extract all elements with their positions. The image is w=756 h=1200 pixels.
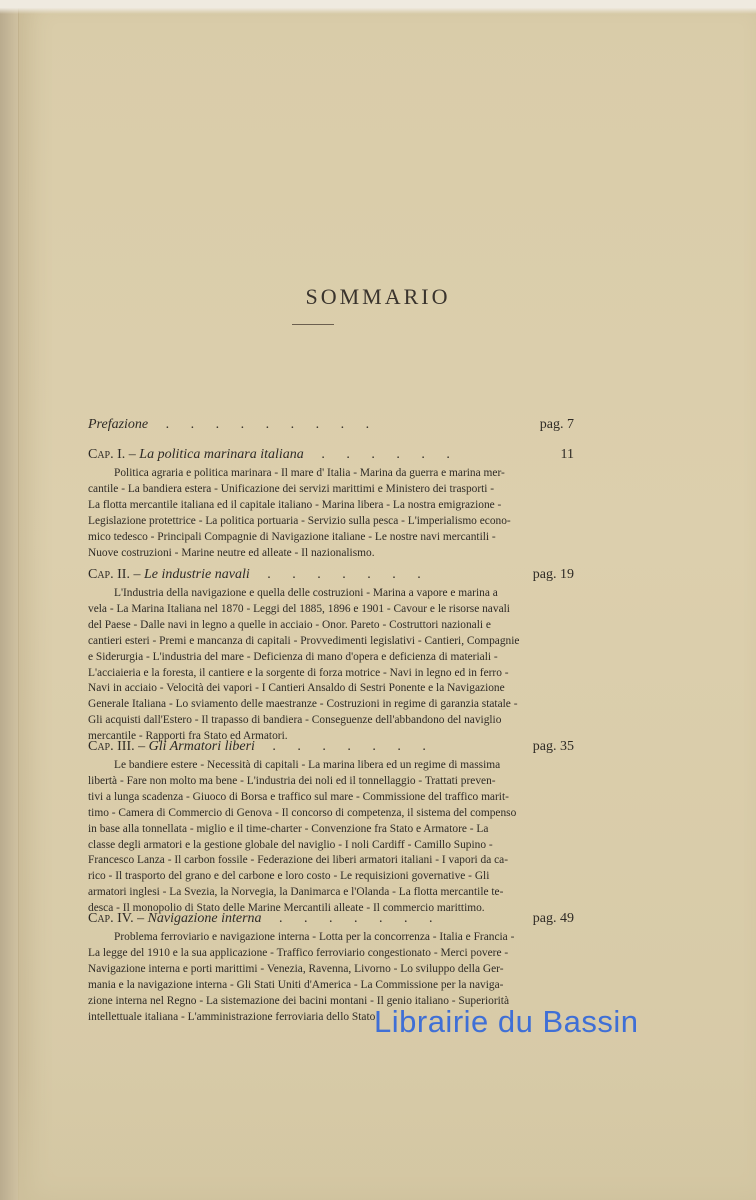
page-ref xyxy=(533,910,574,928)
summary-line: La flotta mercantile italiana ed il capitale italiano - Marina libera - La nostra emigrazione - xyxy=(88,498,502,511)
summary-line: timo - Camera di Commercio di Genova - Il concorso di competenza, il sistema del compenso xyxy=(88,806,517,819)
prefazione-label: Prefazione xyxy=(88,417,149,432)
summary-line: L'Industria della navigazione e quella delle costruzioni - Marina a vapore e marina a xyxy=(114,587,498,599)
summary-line: libertà - Fare non molto ma bene - L'industria dei noli ed il tonnellaggio - Trattati preven- xyxy=(88,774,496,787)
summary-line: in base alla tonnellata - miglio e il time-charter - Convenzione fra Stato e Armatore - La xyxy=(88,822,489,835)
summary-line: del Paese - Dalle navi in legno a quelle in acciaio - Onor. Pareto - Costruttori nazionali e xyxy=(88,618,491,631)
toc-heading-row xyxy=(88,910,574,928)
page-ref xyxy=(533,738,574,756)
toc-heading-row xyxy=(88,566,574,584)
summary-line: L'acciaieria e la foresta, il cantiere e la sorgente di forza motrice - Navi in legno ed in ferro - xyxy=(88,666,509,679)
summary-line: Nuove costruzioni - Marine neutre ed alleate - Il nazionalismo. xyxy=(88,546,375,559)
chapter-number: Cap. II. xyxy=(88,567,130,582)
leader-dots: . . . . . . . xyxy=(279,911,442,926)
summary-line: desca - Il monopolio di Stato delle Marine Mercantili alleate - Il commercio marittimo. xyxy=(88,902,485,915)
page-prefix: pag. xyxy=(532,567,557,582)
chapter-separator: – xyxy=(137,911,145,926)
summary-line: mico tedesco - Principali Compagnie di Navigazione italiane - Le nostre navi mercantili - xyxy=(88,530,496,543)
leader-dots: . . . . . . . . . xyxy=(165,417,379,432)
summary-line: mercantile - Rapporti fra Stato ed Armatori. xyxy=(88,730,288,743)
page-prefix: pag. xyxy=(539,417,564,432)
summary-line: Legislazione protettrice - La politica portuaria - Servizio sulla pesca - L'imperialismo econo- xyxy=(88,514,511,527)
summary-line: e Siderurgia - L'industria del mare - Deficienza di mano d'opera e deficienza di materiali - xyxy=(88,650,498,663)
toc-heading-row xyxy=(88,738,574,756)
title-rule xyxy=(292,324,334,325)
summary-line: cantile - La bandiera estera - Unificazione dei servizi marittimi e Ministero dei trasporti - xyxy=(88,482,495,495)
summary-line: La legge del 1910 e la sua applicazione - Traffico ferroviario congestionato - Merci povere - xyxy=(88,946,509,959)
summary-line: tivi a lunga scadenza - Giuoco di Borsa e traffico sul mare - Commissione del traffico marit- xyxy=(88,790,509,803)
chapter-title: Navigazione interna xyxy=(147,911,262,926)
toc-entry-chapter-1 xyxy=(88,446,574,561)
watermark: Librairie du Bassin xyxy=(374,1004,639,1039)
page-ref xyxy=(533,566,574,584)
chapter-number: Cap. III. xyxy=(88,739,135,754)
chapter-separator: – xyxy=(128,447,136,462)
summary-line: mania e la navigazione interna - Gli Stati Uniti d'America - La Commissione per la naviga- xyxy=(88,978,504,991)
toc-entry-chapter-2 xyxy=(88,566,574,745)
page-prefix: pag. xyxy=(532,739,557,754)
toc-entry-chapter-3 xyxy=(88,738,574,917)
summary-line: armatori inglesi - La Svezia, la Norvegia, la Danimarca e l'Olanda - La flotta mercantile te- xyxy=(88,886,504,899)
chapter-title: La politica marinara italiana xyxy=(139,447,304,462)
chapter-number: Cap. IV. xyxy=(88,911,134,926)
leader-dots: . . . . . . xyxy=(321,447,459,462)
page-number: 35 xyxy=(560,739,574,754)
page-number: 19 xyxy=(560,567,574,582)
summary-line: Francesco Lanza - Il carbon fossile - Federazione dei liberi armatori italiani - I vapori da ca- xyxy=(88,854,508,867)
page-top-edge xyxy=(0,0,756,14)
chapter-title: Le industrie navali xyxy=(143,567,250,582)
summary-line: intellettuale italiana - L'amministrazione ferroviaria dello Stato xyxy=(88,1010,376,1023)
summary-line: Gli acquisti dall'Estero - Il trapasso di bandiera - Conseguenze dell'abbandono del naviglio xyxy=(88,714,502,727)
lower-page-shading xyxy=(18,1060,756,1200)
summary-line: Politica agraria e politica marinara - Il mare d' Italia - Marina da guerra e marina mer- xyxy=(114,467,505,479)
summary-line: Problema ferroviario e navigazione interna - Lotta per la concorrenza - Italia e Francia - xyxy=(114,931,515,943)
chapter-title: Gli Armatori liberi xyxy=(148,739,255,754)
page-title: SOMMARIO xyxy=(305,284,451,309)
summary-line: Le bandiere estere - Necessità di capitali - La marina libera ed un regime di massima xyxy=(114,759,501,771)
summary-line: zione interna nel Regno - La sistemazione dei bacini montani - Il genio italiano - Superiorità xyxy=(88,994,510,1007)
page-number: 11 xyxy=(560,447,574,462)
toc-heading-row xyxy=(88,446,574,464)
summary-line: vela - La Marina Italiana nel 1870 - Leggi del 1885, 1896 e 1901 - Cavour e le risorse navali xyxy=(88,602,510,615)
page-prefix: pag. xyxy=(532,911,557,926)
page-ref xyxy=(540,416,574,434)
summary-line: Generale Italiana - Lo sviamento delle maestranze - Costruzioni in regime di garanzia statale - xyxy=(88,698,518,711)
summary-line: Navi in acciaio - Velocità dei vapori - I Cantieri Ansaldo di Sestri Ponente e la Navigazione xyxy=(88,682,505,695)
summary-line: rico - Il trasporto del grano e del carbone e loro costo - Le requisizioni governative - Gli xyxy=(88,870,490,883)
chapter-summary xyxy=(88,758,574,917)
chapter-separator: – xyxy=(133,567,141,582)
page-number: 49 xyxy=(560,911,574,926)
chapter-summary xyxy=(88,466,574,561)
toc-heading-row xyxy=(88,416,574,434)
summary-line: cantieri esteri - Premi e mancanza di capitali - Provvedimenti legislativi - Cantieri, Compagnie xyxy=(88,634,520,647)
chapter-summary xyxy=(88,586,574,745)
chapter-separator: – xyxy=(138,739,146,754)
leader-dots: . . . . . . . xyxy=(272,739,435,754)
leader-dots: . . . . . . . xyxy=(267,567,430,582)
chapter-number: Cap. I. xyxy=(88,447,126,462)
toc-entry-prefazione xyxy=(88,416,574,434)
page-number: 7 xyxy=(567,417,574,432)
summary-line: classe degli armatori e la gestione globale del naviglio - I noli Cardiff - Camillo Supino - xyxy=(88,838,493,851)
summary-line: Navigazione interna e porti marittimi - Venezia, Ravenna, Livorno - Lo sviluppo della Ger- xyxy=(88,962,504,975)
